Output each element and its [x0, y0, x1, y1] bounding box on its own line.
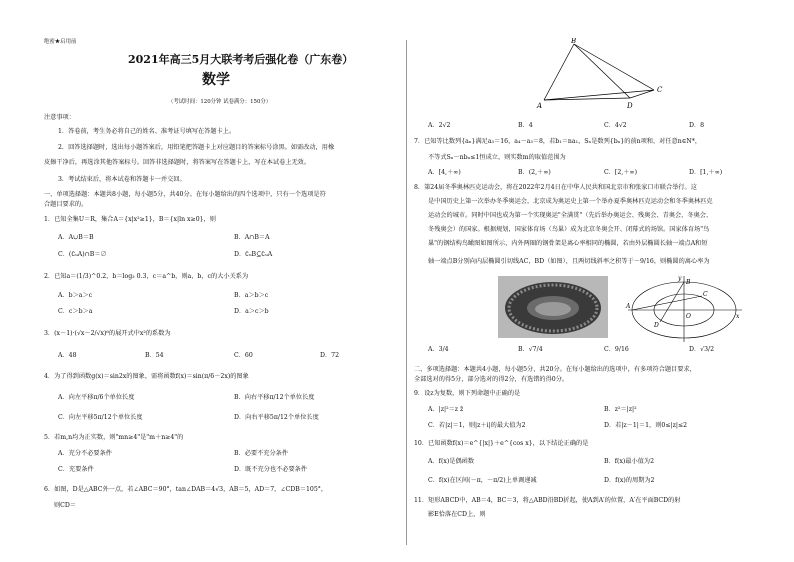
q8-line-4: 冬残奥会）的国家。根据规划，国家体育场（鸟巢）成为北京冬奥会开、闭幕式的场馆。国家体育场"鸟 [428, 226, 710, 233]
q1-option-b: B．A∩B＝A [234, 234, 270, 241]
q6-option-d: D．8 [689, 122, 705, 129]
q7-option-b: B．(2,＋∞) [518, 169, 551, 176]
q1-option-c: C．(∁ᵤA)∩B＝∅ [58, 251, 107, 258]
q2-option-d: D．a＞c＞b [234, 308, 269, 315]
q6-option-a: A．2√2 [428, 122, 451, 129]
tangent-ac [632, 296, 702, 310]
secret-label: 绝密★启用前 [44, 39, 77, 45]
q7-stem-b: 不等式Sₙ－nbₙ≤1恒成立，则实数m的取值范围为 [428, 154, 566, 161]
q1-stem: 1．已知全集U＝R，集合A＝{x|x²≥1}，B＝{x|ln x≥0}，则 [44, 216, 216, 223]
notes-heading: 注意事项： [44, 114, 75, 121]
q3-stem: 3．(x－1)·(√x－2/√x)⁶的展开式中x²的系数为 [44, 330, 171, 337]
q6-option-c: C．4√2 [604, 122, 627, 129]
q10-option-c: C．f(x)在区间(－π，－π/2)上单调递减 [428, 477, 537, 484]
exam-info: （考试时间：120分钟 试卷满分：150分） [168, 99, 272, 105]
q4-option-a: A．向左平移π/6个单位长度 [58, 394, 135, 401]
q8-option-b: B．√7/4 [518, 346, 543, 353]
q5-stem: 5．若m,n均为正实数，则"mn≥4"是"m＋n≥4"的 [44, 434, 184, 441]
q5-option-b: B．必要不充分条件 [234, 450, 289, 457]
label-c: C [657, 86, 663, 94]
q8-line-1: 8．第24届冬季奥林匹克运动会，将在2022年2月4日在中华人民共和国北京市和张家口市联合举行。这 [414, 184, 697, 191]
q1-option-a: A．A∪B＝B [58, 234, 94, 241]
label-a: A [537, 102, 543, 110]
q6-stem-b: 则CD＝ [54, 502, 77, 509]
note-3: 3．考试结束后，将本试卷和答题卡一并交回。 [58, 176, 186, 183]
q4-option-c: C．向左平移5π/12个单位长度 [58, 414, 143, 421]
exam-title: 2021年高三5月大联考考后强化卷（广东卷） [128, 53, 354, 66]
tangent-bd [660, 282, 684, 322]
q9-option-b: B．z²＝|z|² [604, 406, 637, 413]
q9-option-c: C．若|z|＝1，则|z＋i|的最大值为2 [428, 422, 526, 429]
q11-stem-b: 影E恰落在CD上，则 [428, 511, 486, 518]
q8-line-6: 轴一端点B分别向内层椭圆引切线AC，BD（如图），且两切线斜率之积等于－9/16，则椭圆的离心率为 [428, 258, 710, 265]
label-d: D [654, 322, 659, 329]
q2-stem: 2．已知a＝(1/3)^0.2，b＝log₃ 0.3，c＝a^b，则a，b，c的大小关系为 [44, 273, 249, 280]
label-o: O [686, 313, 691, 320]
q7-stem: 7．已知等比数列{aₙ}满足a₃＝16，a₄－a₃＝8，若b₁＝na₁，Sₙ是数列{bₙ}的前n项和，对任意n∈N*， [414, 138, 702, 145]
q3-option-a: A．48 [58, 352, 77, 359]
q3-option-c: C．60 [234, 352, 253, 359]
note-2b: 皮擦干净后，再选涂其他答案标号。回答非选择题时，将答案写在答题卡上，写在本试卷上无效。 [44, 159, 311, 166]
left-column [40, 0, 400, 562]
label-a: A [626, 303, 631, 310]
q10-option-d: D．f(x)的周期为2 [604, 477, 655, 484]
q8-line-2: 是中国历史上第一次举办冬季奥运会，北京成为奥运史上第一个举办夏季奥林匹克运动会和冬季奥林匹克 [428, 198, 713, 205]
q7-option-a: A．[4,＋∞) [428, 169, 461, 176]
q10-option-b: B．f(x)最小值为2 [604, 458, 655, 465]
q6-stem: 6．如图，D是△ABC外一点，若∠ABC＝90°，tan∠DAB＝4√3，AB＝5，AD＝7，∠CDB＝105°， [44, 486, 328, 493]
label-d: D [627, 102, 633, 110]
q8-option-c: C．9/16 [604, 346, 629, 353]
q8-line-3: 运动会的城市。同时中国也成为第一个实现奥运"全满贯"（先后举办奥运会、残奥会、青奥会、冬奥会、 [428, 212, 713, 219]
q4-option-b: B．向右平移π/12个单位长度 [234, 394, 315, 401]
q3-option-d: D．72 [320, 352, 340, 359]
note-2a: 2．回答选择题时，选出每小题答案后，用铅笔把答题卡上对应题目的答案标号涂黑。如需改动，用橡 [58, 144, 335, 151]
q8-line-5: 巢"的钢结构鸟瞰图如图所示，内外两圈的钢骨架是离心率相同的椭圆，若由外层椭圆长轴一端点A和短 [428, 240, 708, 247]
q7-option-c: C．[2,＋∞) [604, 169, 637, 176]
q10-stem: 10．已知函数f(x)＝e^{|x|}＋e^{cos x}，以下结论正确的是 [414, 440, 589, 447]
q2-option-b: B．a＞b＞c [234, 292, 269, 299]
q9-option-d: D．若|z－1|＝1，则0≤|z|≤2 [604, 422, 688, 429]
column-divider [406, 40, 407, 545]
q11-stem: 11．矩形ABCD中，AB＝4，BC＝3，将△ABD沿BD折起，使A到A′的位置，A′在平面BCD的射 [414, 497, 681, 504]
q1-option-d: D．∁ᵤB⊆∁ᵤA [234, 251, 273, 258]
q8-option-a: A．3/4 [428, 346, 449, 353]
ellipse-figure [624, 272, 744, 344]
section1-a: 一、单项选择题：本题共8小题，每小题5分，共40分。在每小题给出的四个选项中，只有一个选项是符 [44, 191, 326, 198]
triangle-figure [534, 38, 684, 110]
q9-stem: 9．设z为复数，则下列命题中正确的是 [414, 390, 521, 397]
q3-option-b: B．54 [145, 352, 164, 359]
subject-title: 数学 [202, 72, 230, 88]
q5-option-a: A．充分不必要条件 [58, 450, 112, 457]
edge-bc [574, 44, 654, 90]
label-y: y [678, 275, 682, 282]
label-b: B [686, 279, 691, 286]
q6-option-b: B．4 [518, 122, 533, 129]
section1-b: 合题目要求的。 [44, 201, 88, 208]
q5-option-d: D．既不充分也不必要条件 [234, 466, 308, 473]
right-column [414, 0, 759, 562]
q2-option-c: C．c＞b＞a [58, 308, 93, 315]
q4-option-d: D．向右平移5π/12个单位长度 [234, 414, 319, 421]
q8-option-d: D．√3/2 [689, 346, 715, 353]
q9-option-a: A．|z|²＝z z̄ [428, 406, 464, 413]
note-1: 1．答卷前，考生务必将自己的姓名、准考证号填写在答题卡上。 [58, 128, 236, 135]
label-x: x [736, 313, 740, 320]
q7-option-d: D．[1,＋∞) [689, 169, 723, 176]
section2-b: 全部选对的得5分，部分选对的得2分，有选错的得0分。 [414, 376, 569, 383]
section2-a: 二、多项选择题：本题共4小题，每小题5分，共20分。在每小题给出的选项中，有多项符合题目要求， [414, 366, 696, 373]
edge-ba [544, 44, 574, 100]
q4-stem: 4．为了得到函数g(x)＝sin2x的图象，需将函数f(x)＝sin(π/6－2x)的图象 [44, 373, 249, 380]
label-c: C [703, 291, 708, 298]
q2-option-a: A．b＞a＞c [58, 292, 93, 299]
q5-option-c: C．充要条件 [58, 466, 94, 473]
birds-nest-photo [498, 276, 608, 338]
label-b: B [571, 38, 577, 45]
q10-option-a: A．f(x)是偶函数 [428, 458, 475, 465]
